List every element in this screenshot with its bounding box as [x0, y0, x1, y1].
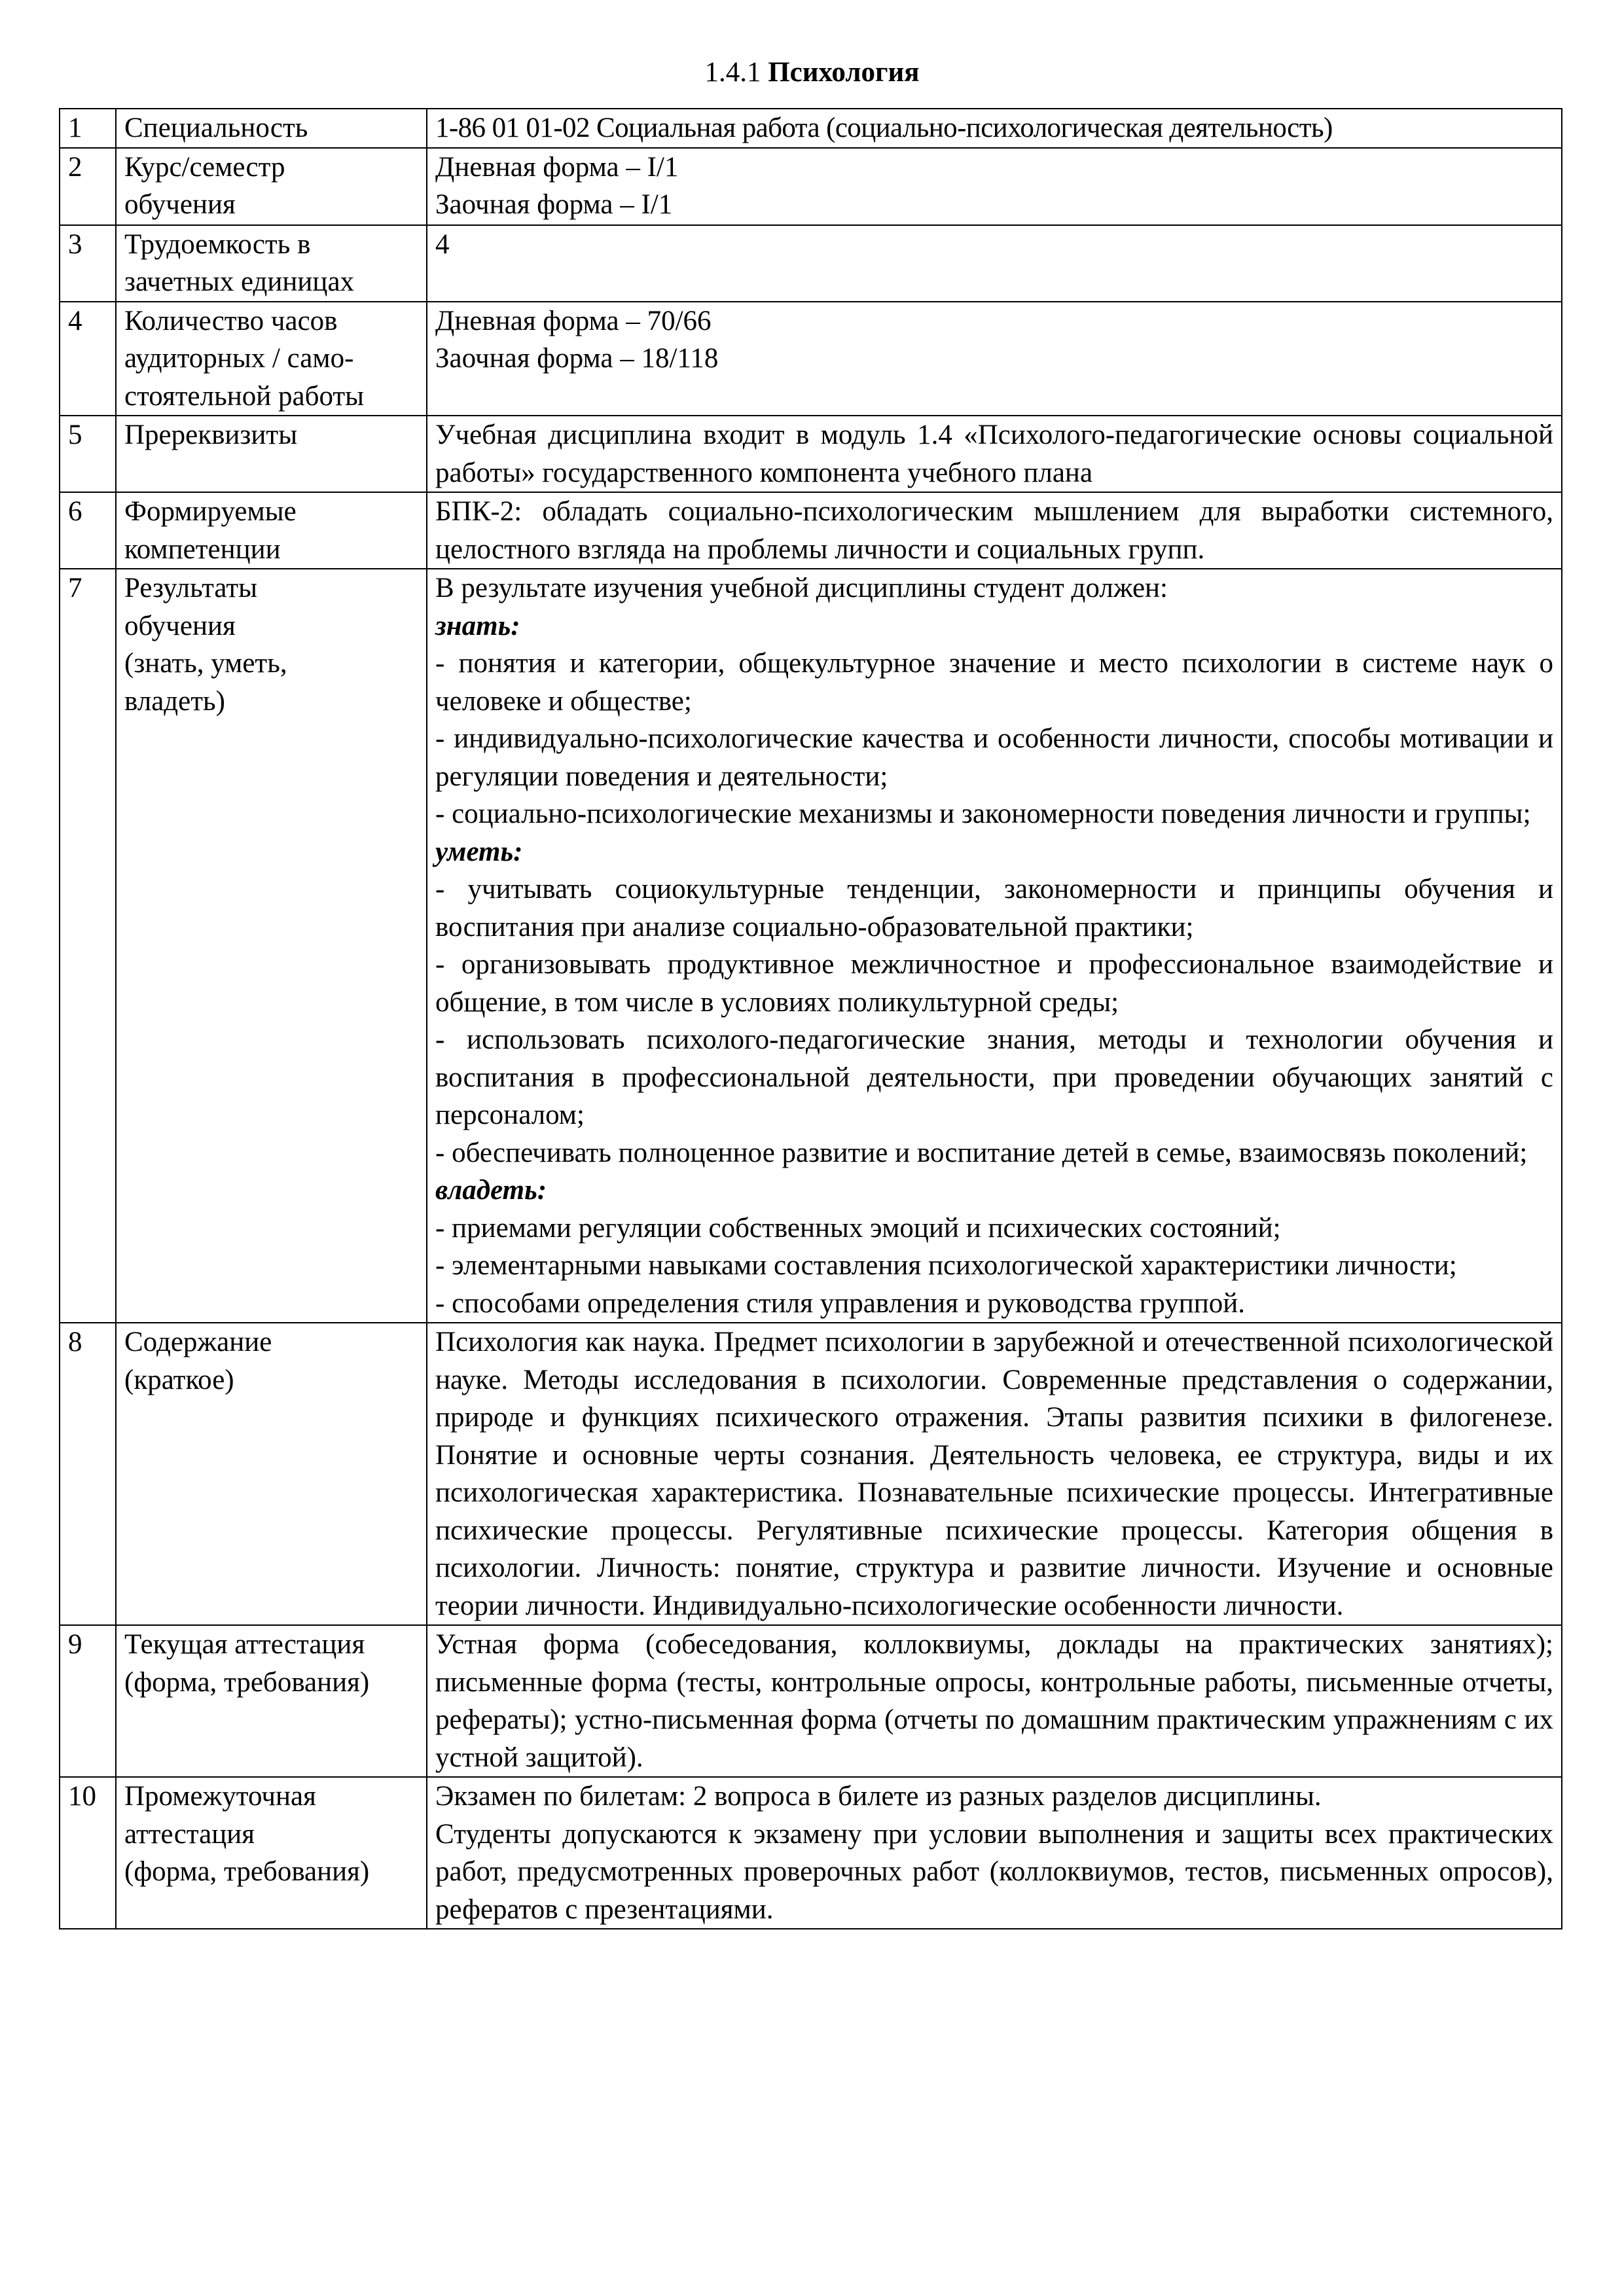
- row-label: Формируемые компетенции: [116, 492, 427, 569]
- list-item: - социально-психологические механизмы и закономерности поведения личности и группы;: [435, 798, 1531, 829]
- master-heading: владеть:: [435, 1175, 547, 1206]
- row-label: Содержание (краткое): [116, 1323, 427, 1625]
- row-value: 4: [427, 225, 1562, 302]
- list-item: - приемами регуляции собственных эмоций и психических состояний;: [435, 1212, 1281, 1244]
- row-number: 5: [60, 416, 116, 492]
- row-label: Курс/семестр обучения: [116, 148, 427, 225]
- table-row: [60, 569, 1562, 1323]
- row-value: БПК-2: обладать социально-психологическим мышлением для выработки системного, целостного взгляда на проблемы личности и социальных групп.: [427, 492, 1562, 569]
- row-number: 2: [60, 148, 116, 225]
- row-value: Устная форма (собеседования, коллоквиумы, доклады на практических занятиях); письменные форма (тесты, контрольные опросы, контрольные работы, письменные отчеты, рефераты); устно-письменная форма (отчеты по домашним практическим упражнениям с их устной защитой).: [427, 1625, 1562, 1777]
- row-number: 7: [60, 569, 116, 1323]
- row-number: 4: [60, 302, 116, 416]
- row-value: [427, 569, 1562, 1323]
- row-number: 10: [60, 1777, 116, 1929]
- can-heading: уметь:: [435, 836, 523, 867]
- row-label: Промежуточная аттестация (форма, требования): [116, 1777, 427, 1929]
- table-row: [60, 492, 1562, 569]
- row-value: Дневная форма – 70/66 Заочная форма – 18/118: [427, 302, 1562, 416]
- row-number: 3: [60, 225, 116, 302]
- list-item: - обеспечивать полноценное развитие и воспитание детей в семье, взаимосвязь поколений;: [435, 1137, 1528, 1168]
- list-item: - использовать психолого-педагогические знания, методы и технологии обучения и воспитания в профессиональной деятельности, при проведении обучающих занятий с персоналом;: [435, 1024, 1553, 1130]
- row-value: Психология как наука. Предмет психологии в зарубежной и отечественной психологической науке. Методы исследования в психологии. Современные представления о содержании, природе и функциях психического отражения. Этапы развития психики в филогенезе. Понятие и основные черты сознания. Деятельность человека, ее структура, виды и их психологическая характеристика. Познавательные психические процессы. Интегративные психические процессы. Регулятивные психические процессы. Категория общения в психологии. Личность: понятие, структура и развитие личности. Изучение и основные теории личности. Индивидуально-психологические особенности личности.: [427, 1323, 1562, 1625]
- document-title: [0, 55, 1624, 90]
- row-label: Трудоемкость в зачетных единицах: [116, 225, 427, 302]
- row-number: 6: [60, 492, 116, 569]
- list-item: - способами определения стиля управления и руководства группой.: [435, 1287, 1246, 1319]
- row-label: Количество часов аудиторных / само- стоятельной работы: [116, 302, 427, 416]
- section-name: Психология: [768, 57, 920, 88]
- know-heading: знать:: [435, 610, 520, 641]
- row-label: Результаты обучения (знать, уметь, владеть): [116, 569, 427, 1323]
- row-number: 8: [60, 1323, 116, 1625]
- table-row: [60, 416, 1562, 492]
- row-label: Пререквизиты: [116, 416, 427, 492]
- table-row: [60, 302, 1562, 416]
- row-value: Экзамен по билетам: 2 вопроса в билете из разных разделов дисциплины. Студенты допускаются к экзамену при условии выполнения и защиты всех практических работ, предусмотренных проверочных работ (коллоквиумов, тестов, письменных опросов), рефератов с презентациями.: [427, 1777, 1562, 1929]
- row-number: 9: [60, 1625, 116, 1777]
- list-item: - элементарными навыками составления психологической характеристики личности;: [435, 1250, 1457, 1281]
- row-value: 1-86 01 01-02 Социальная работа (социально-психологическая деятельность): [427, 109, 1562, 148]
- table-row: [60, 148, 1562, 225]
- row-value: Учебная дисциплина входит в модуль 1.4 «Психолого-педагогические основы социальной работы» государственного компонента учебного плана: [427, 416, 1562, 492]
- row-value: Дневная форма – I/1 Заочная форма – I/1: [427, 148, 1562, 225]
- row-number: 1: [60, 109, 116, 148]
- row-label: Специальность: [116, 109, 427, 148]
- table-row: [60, 1625, 1562, 1777]
- results-intro: В результате изучения учебной дисциплины студент должен:: [435, 573, 1168, 603]
- table-row: [60, 109, 1562, 148]
- table-row: [60, 225, 1562, 302]
- list-item: - организовывать продуктивное межличностное и профессиональное взаимодействие и общение, в том числе в условиях поликультурной среды;: [435, 949, 1553, 1018]
- section-number: 1.4.1: [704, 57, 761, 88]
- list-item: - индивидуально-психологические качества и особенности личности, способы мотивации и регуляции поведения и деятельности;: [435, 723, 1553, 792]
- list-item: - учитывать социокультурные тенденции, закономерности и принципы обучения и воспитания при анализе социально-образовательной практики;: [435, 874, 1553, 942]
- table-row: [60, 1323, 1562, 1625]
- discipline-table: [59, 108, 1562, 1929]
- table-row: [60, 1777, 1562, 1929]
- list-item: - понятия и категории, общекультурное значение и место психологии в системе наук о человеке и обществе;: [435, 648, 1553, 717]
- row-label: Текущая аттестация (форма, требования): [116, 1625, 427, 1777]
